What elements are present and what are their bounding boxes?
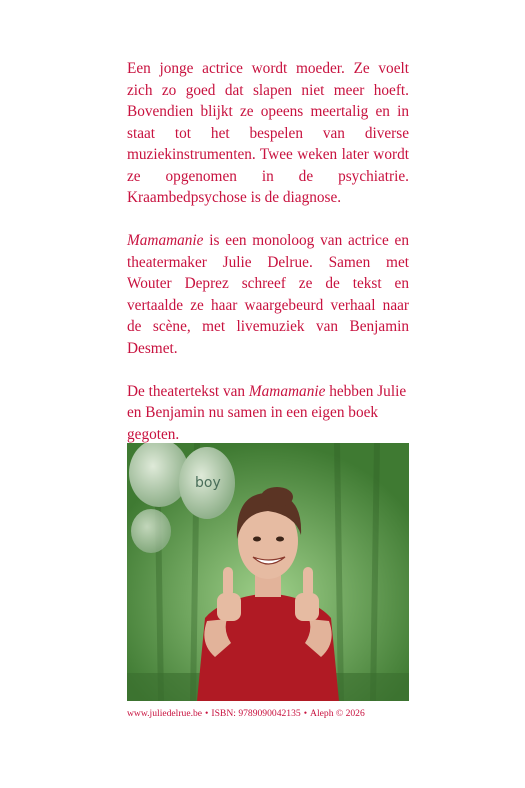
website-link[interactable]: www.juliedelrue.be <box>127 708 203 719</box>
separator: • <box>303 708 308 719</box>
book-title: Mamamanie <box>248 382 326 400</box>
performer-illustration <box>127 443 409 701</box>
cover-photo <box>127 443 409 701</box>
publisher: Aleph © 2026 <box>310 708 365 719</box>
separator: • <box>205 708 209 719</box>
paragraph-book-before: De theatertekst van <box>127 382 249 400</box>
paragraph-description <box>127 230 409 359</box>
paragraph-description-text: is een monoloog van actrice en theatermaker Julie Delrue. Samen met Wouter Deprez schreef ze de tekst en vertaalde ze haar waargebeurd verhaal naar de scène, met livemuziek van Benjamin Desmet. <box>127 232 409 357</box>
paragraph-book-after: hebben Julie en Benjamin nu samen in een eigen boek gegoten. <box>127 382 407 443</box>
paragraph-intro: Een jonge actrice wordt moeder. Ze voelt zich zo goed dat slapen niet meer hoeft. Bovendien blijkt ze opeens meertalig en in staat tot het bespelen van diverse muziekinstrumenten. Twee weken later wordt ze opgenomen in de psychiatrie. Kraambedpsychose is de diagnose. <box>127 60 409 206</box>
footer-line <box>127 707 409 721</box>
isbn: ISBN: 9789090042135 <box>211 708 301 719</box>
book-title: Mamamanie <box>127 232 204 249</box>
paragraph-book <box>127 381 409 446</box>
balloon-label: boy <box>195 475 221 491</box>
back-cover-text <box>127 58 409 467</box>
